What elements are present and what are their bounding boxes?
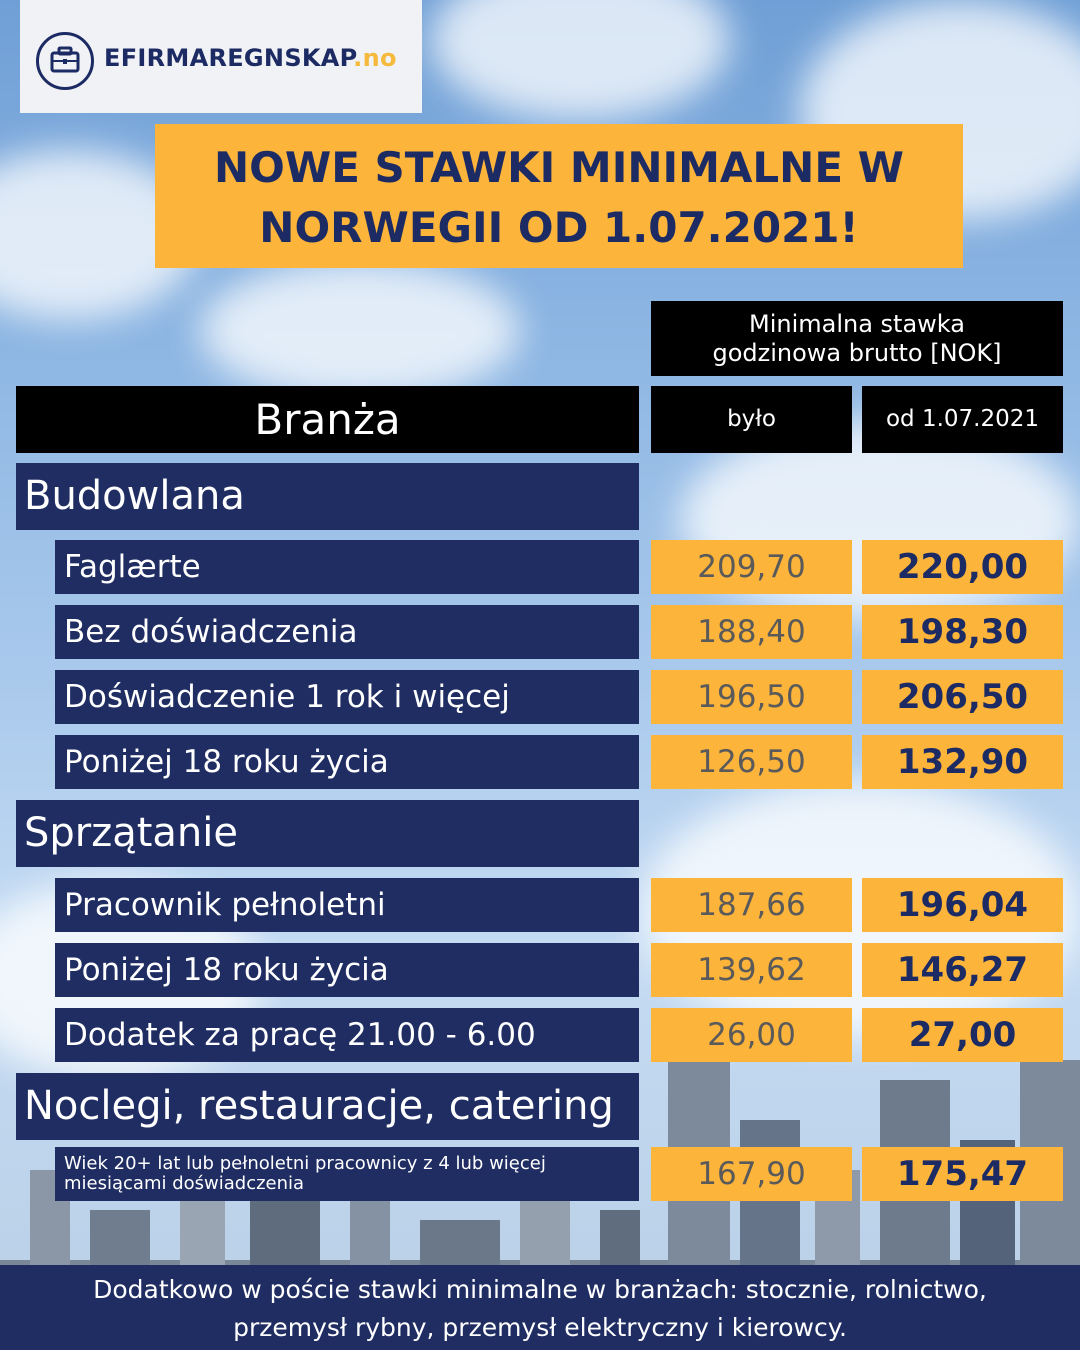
row-label: Doświadczenie 1 rok i więcej	[55, 670, 639, 724]
new-rate: 196,04	[862, 878, 1063, 932]
old-rate: 209,70	[651, 540, 852, 594]
old-rate: 26,00	[651, 1008, 852, 1062]
row-label: Poniżej 18 roku życia	[55, 943, 639, 997]
rate-header	[651, 301, 1063, 376]
row-label: Bez doświadczenia	[55, 605, 639, 659]
column-header-new: od 1.07.2021	[862, 386, 1063, 453]
new-rate: 220,00	[862, 540, 1063, 594]
category-cleaning: Sprzątanie	[16, 800, 639, 867]
column-header-old: było	[651, 386, 852, 453]
old-rate: 167,90	[651, 1147, 852, 1201]
row-label: Faglærte	[55, 540, 639, 594]
footer-note	[0, 1265, 1080, 1350]
rate-header-line-2: godzinowa brutto [NOK]	[712, 339, 1002, 367]
logo-tld: .no	[353, 44, 397, 72]
cloud-decoration	[200, 260, 520, 400]
new-rate: 198,30	[862, 605, 1063, 659]
old-rate: 126,50	[651, 735, 852, 789]
logo-name: EFIRMAREGNSKAP	[104, 44, 354, 72]
title-line-2: NORWEGII OD 1.07.2021!	[259, 203, 859, 252]
title-line-1: NOWE STAWKI MINIMALNE W	[214, 143, 904, 192]
row-label: Dodatek za pracę 21.00 - 6.00	[55, 1008, 639, 1062]
old-rate: 188,40	[651, 605, 852, 659]
old-rate: 139,62	[651, 943, 852, 997]
new-rate: 206,50	[862, 670, 1063, 724]
category-hospitality: Noclegi, restauracje, catering	[16, 1073, 639, 1140]
row-label: Pracownik pełnoletni	[55, 878, 639, 932]
title-banner	[155, 124, 963, 268]
row-label: Wiek 20+ lat lub pełnoletni pracownicy z 4 lub więcej miesiącami doświadczenia	[55, 1147, 639, 1201]
logo-wordmark[interactable]	[104, 44, 397, 72]
row-label: Poniżej 18 roku życia	[55, 735, 639, 789]
new-rate: 132,90	[862, 735, 1063, 789]
new-rate: 146,27	[862, 943, 1063, 997]
old-rate: 187,66	[651, 878, 852, 932]
page-title	[155, 138, 963, 258]
new-rate: 27,00	[862, 1008, 1063, 1062]
column-header-industry: Branża	[16, 386, 639, 453]
new-rate: 175,47	[862, 1147, 1063, 1201]
rate-header-line-1: Minimalna stawka	[749, 310, 965, 338]
old-rate: 196,50	[651, 670, 852, 724]
footer-line-1: Dodatkowo w poście stawki minimalne w branżach: stocznie, rolnictwo,	[93, 1275, 987, 1304]
footer-line-2: przemysł rybny, przemysł elektryczny i kierowcy.	[233, 1313, 847, 1342]
category-construction: Budowlana	[16, 463, 639, 530]
briefcase-icon	[36, 32, 94, 90]
